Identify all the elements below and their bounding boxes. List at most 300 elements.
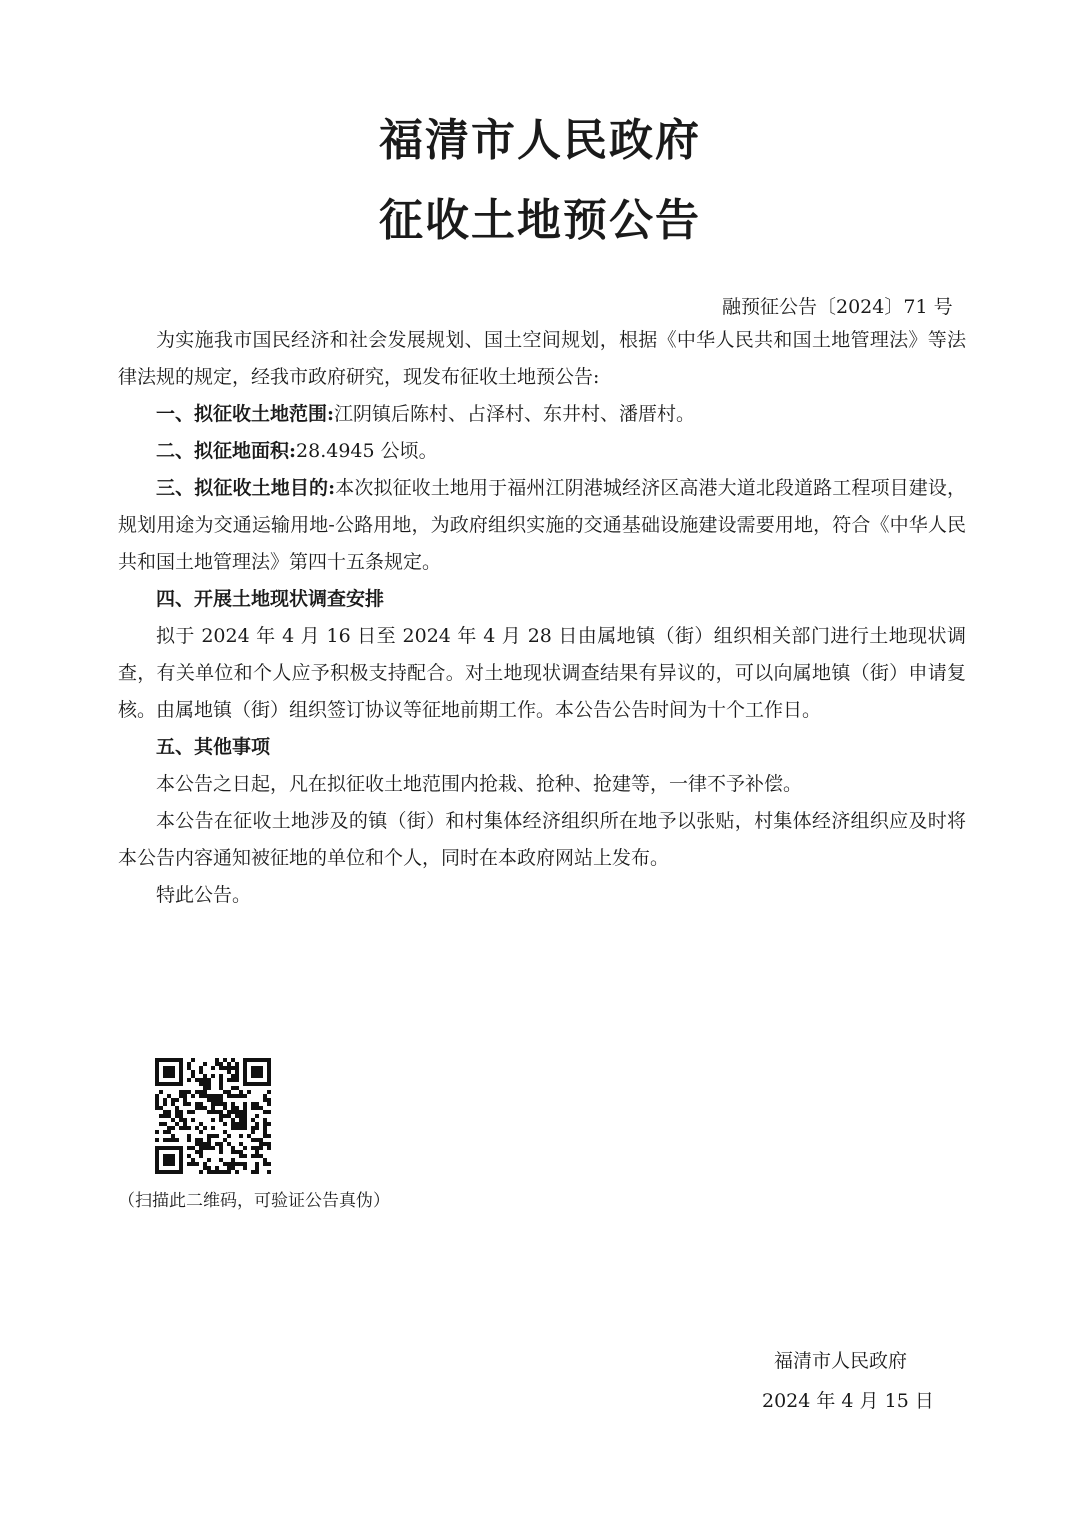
qr-module [179, 1074, 183, 1078]
qr-module [231, 1150, 235, 1154]
qr-module [207, 1098, 211, 1102]
qr-module [191, 1118, 195, 1122]
qr-module [163, 1074, 167, 1078]
qr-module [223, 1066, 227, 1070]
qr-module [243, 1110, 247, 1114]
qr-module [227, 1134, 231, 1138]
qr-module [211, 1118, 215, 1122]
qr-module [163, 1162, 167, 1166]
qr-module [263, 1158, 267, 1162]
qr-module [207, 1170, 211, 1174]
qr-module [163, 1138, 167, 1142]
qr-module [215, 1058, 219, 1062]
qr-module [255, 1082, 259, 1086]
qr-module [195, 1102, 199, 1106]
qr-module [155, 1082, 159, 1086]
qr-module [231, 1074, 235, 1078]
qr-module [199, 1090, 203, 1094]
qr-module [175, 1106, 179, 1110]
qr-module [255, 1150, 259, 1154]
qr-module [263, 1082, 267, 1086]
qr-module [203, 1142, 207, 1146]
qr-module [155, 1130, 159, 1134]
section-2-text: 28.4945 公顷。 [296, 440, 438, 462]
qr-module [175, 1114, 179, 1118]
qr-module [199, 1066, 203, 1070]
qr-module [267, 1170, 271, 1174]
qr-code-graphic [155, 1058, 271, 1174]
qr-module [267, 1122, 271, 1126]
qr-module [239, 1150, 243, 1154]
qr-module [239, 1094, 243, 1098]
qr-module [211, 1110, 215, 1114]
section-3 [118, 470, 966, 581]
qr-module [211, 1134, 215, 1138]
qr-caption: （扫描此二维码，可验证公告真伪） [118, 1191, 390, 1211]
qr-module [203, 1094, 207, 1098]
qr-module [155, 1102, 159, 1106]
qr-module [171, 1070, 175, 1074]
qr-module [251, 1130, 255, 1134]
qr-module [167, 1130, 171, 1134]
qr-module [251, 1066, 255, 1070]
qr-module [179, 1062, 183, 1066]
section-5-text-1: 本公告之日起，凡在拟征收土地范围内抢栽、抢种、抢建等，一律不予补偿。 [156, 773, 803, 795]
qr-module [179, 1126, 183, 1130]
qr-module [171, 1074, 175, 1078]
qr-module [235, 1150, 239, 1154]
qr-module [171, 1126, 175, 1130]
qr-module [211, 1170, 215, 1174]
qr-module [175, 1170, 179, 1174]
qr-module [191, 1058, 195, 1062]
section-3-heading: 三、拟征收土地目的: [156, 477, 336, 499]
qr-module [163, 1110, 167, 1114]
qr-module [203, 1106, 207, 1110]
qr-module [259, 1154, 263, 1158]
qr-module [231, 1066, 235, 1070]
qr-module [215, 1098, 219, 1102]
qr-module [243, 1066, 247, 1070]
qr-module [251, 1102, 255, 1106]
qr-module [243, 1062, 247, 1066]
qr-module [243, 1070, 247, 1074]
qr-module [251, 1138, 255, 1142]
qr-module [255, 1070, 259, 1074]
qr-module [191, 1146, 195, 1150]
notice-body [118, 322, 966, 914]
signature-date: 2024 年 4 月 15 日 [762, 1390, 934, 1412]
qr-module [223, 1058, 227, 1062]
qr-module [227, 1162, 231, 1166]
qr-module [199, 1142, 203, 1146]
qr-module [199, 1106, 203, 1110]
qr-module [155, 1070, 159, 1074]
qr-module [167, 1110, 171, 1114]
qr-module [199, 1094, 203, 1098]
qr-module [207, 1142, 211, 1146]
qr-module [159, 1122, 163, 1126]
qr-module [259, 1146, 263, 1150]
qr-module [255, 1154, 259, 1158]
qr-module [179, 1166, 183, 1170]
qr-module [267, 1074, 271, 1078]
qr-module [171, 1082, 175, 1086]
qr-module [203, 1078, 207, 1082]
qr-module [203, 1146, 207, 1150]
qr-module [223, 1130, 227, 1134]
qr-module [155, 1074, 159, 1078]
qr-module [267, 1098, 271, 1102]
qr-module [163, 1082, 167, 1086]
qr-module [219, 1170, 223, 1174]
qr-module [179, 1078, 183, 1082]
qr-module [183, 1102, 187, 1106]
qr-module [239, 1134, 243, 1138]
qr-module [211, 1102, 215, 1106]
qr-module [203, 1074, 207, 1078]
qr-module [179, 1170, 183, 1174]
qr-module [255, 1146, 259, 1150]
qr-module [231, 1106, 235, 1110]
qr-module [263, 1130, 267, 1134]
qr-module [231, 1058, 235, 1062]
intro-paragraph: 为实施我市国民经济和社会发展规划、国土空间规划，根据《中华人民共和国土地管理法》等法律法规的规定，经我市政府研究，现发布征收土地预公告: [118, 329, 966, 388]
qr-module [199, 1130, 203, 1134]
qr-module [159, 1114, 163, 1118]
qr-module [259, 1138, 263, 1142]
qr-module [239, 1154, 243, 1158]
qr-module [219, 1114, 223, 1118]
qr-module [255, 1170, 259, 1174]
qr-module [203, 1166, 207, 1170]
qr-module [211, 1098, 215, 1102]
qr-module [203, 1082, 207, 1086]
qr-module [159, 1082, 163, 1086]
qr-module [179, 1090, 183, 1094]
qr-module [247, 1058, 251, 1062]
qr-module [231, 1166, 235, 1170]
qr-module [267, 1110, 271, 1114]
qr-module [267, 1102, 271, 1106]
qr-module [179, 1150, 183, 1154]
qr-module [243, 1122, 247, 1126]
qr-module [211, 1106, 215, 1110]
qr-module [231, 1126, 235, 1130]
page-title: 福清市人民政府 [379, 115, 701, 166]
qr-module [247, 1134, 251, 1138]
qr-module [243, 1102, 247, 1106]
qr-module [171, 1134, 175, 1138]
qr-module [183, 1122, 187, 1126]
qr-module [227, 1066, 231, 1070]
qr-module [255, 1162, 259, 1166]
qr-module [171, 1170, 175, 1174]
qr-module [259, 1142, 263, 1146]
qr-module [239, 1110, 243, 1114]
qr-module [207, 1166, 211, 1170]
qr-module [235, 1170, 239, 1174]
qr-module [199, 1122, 203, 1126]
qr-module [251, 1146, 255, 1150]
qr-module [187, 1090, 191, 1094]
qr-module [239, 1142, 243, 1146]
qr-module [227, 1142, 231, 1146]
qr-module [167, 1170, 171, 1174]
qr-module [179, 1058, 183, 1062]
qr-module [231, 1118, 235, 1122]
qr-module [171, 1138, 175, 1142]
qr-module [155, 1106, 159, 1110]
qr-module [231, 1146, 235, 1150]
qr-module [255, 1058, 259, 1062]
qr-module [223, 1106, 227, 1110]
qr-module [251, 1170, 255, 1174]
qr-module [163, 1098, 167, 1102]
qr-module [259, 1106, 263, 1110]
qr-module [179, 1094, 183, 1098]
qr-module [267, 1142, 271, 1146]
qr-module [235, 1078, 239, 1082]
qr-module [199, 1070, 203, 1074]
section-4-text: 拟于 2024 年 4 月 16 日至 2024 年 4 月 28 日由属地镇（街）组织相关部门进行土地现状调查，有关单位和个人应予积极支持配合。对土地现状调查结果有异议的，可以向属地镇（街）申请复核。由属地镇（街）组织签订协议等征地前期工作。本公告公告时间为十个工作日。 [118, 625, 966, 721]
section-5-text-2: 本公告在征收土地涉及的镇（街）和村集体经济组织所在地予以张贴，村集体经济组织应及时将本公告内容通知被征地的单位和个人，同时在本政府网站上发布。 [118, 810, 966, 869]
qr-module [251, 1118, 255, 1122]
qr-module [175, 1082, 179, 1086]
qr-module [195, 1106, 199, 1110]
qr-module [255, 1106, 259, 1110]
qr-module [211, 1126, 215, 1130]
qr-module [199, 1102, 203, 1106]
qr-module [231, 1122, 235, 1126]
qr-module [219, 1150, 223, 1154]
qr-module [259, 1074, 263, 1078]
qr-module [243, 1106, 247, 1110]
qr-module [183, 1094, 187, 1098]
qr-module [231, 1158, 235, 1162]
qr-module [187, 1146, 191, 1150]
qr-module [227, 1070, 231, 1074]
qr-module [167, 1094, 171, 1098]
qr-module [163, 1170, 167, 1174]
qr-module [167, 1146, 171, 1150]
qr-module [211, 1066, 215, 1070]
qr-module [263, 1098, 267, 1102]
qr-module [183, 1090, 187, 1094]
qr-module [199, 1078, 203, 1082]
qr-module [231, 1162, 235, 1166]
qr-module [255, 1074, 259, 1078]
qr-module [171, 1162, 175, 1166]
section-5-heading: 五、其他事项 [156, 736, 271, 758]
qr-module [167, 1162, 171, 1166]
qr-module [215, 1062, 219, 1066]
qr-module [235, 1066, 239, 1070]
qr-module [267, 1146, 271, 1150]
qr-code-icon[interactable] [155, 1058, 271, 1174]
qr-module [159, 1170, 163, 1174]
qr-module [243, 1114, 247, 1118]
qr-module [167, 1138, 171, 1142]
qr-module [159, 1058, 163, 1062]
qr-module [171, 1118, 175, 1122]
qr-module [175, 1122, 179, 1126]
qr-module [163, 1058, 167, 1062]
qr-module [239, 1122, 243, 1126]
section-2-heading: 二、拟征地面积: [156, 440, 297, 462]
qr-module [163, 1066, 167, 1070]
qr-module [155, 1158, 159, 1162]
qr-module [207, 1138, 211, 1142]
qr-module [155, 1154, 159, 1158]
qr-module [163, 1070, 167, 1074]
qr-module [191, 1158, 195, 1162]
qr-module [219, 1098, 223, 1102]
qr-module [219, 1102, 223, 1106]
qr-module [251, 1074, 255, 1078]
section-1-heading: 一、拟征收土地范围: [156, 403, 335, 425]
qr-module [223, 1138, 227, 1142]
qr-module [187, 1162, 191, 1166]
qr-module [179, 1158, 183, 1162]
qr-module [211, 1146, 215, 1150]
qr-module [215, 1142, 219, 1146]
qr-module [235, 1074, 239, 1078]
qr-module [171, 1158, 175, 1162]
qr-module [159, 1090, 163, 1094]
qr-module [267, 1058, 271, 1062]
qr-module [255, 1166, 259, 1170]
qr-module [259, 1058, 263, 1062]
qr-module [171, 1066, 175, 1070]
qr-module [223, 1114, 227, 1118]
section-2 [118, 433, 966, 470]
qr-module [175, 1138, 179, 1142]
qr-module [179, 1110, 183, 1114]
qr-module [195, 1150, 199, 1154]
qr-module [175, 1146, 179, 1150]
qr-module [219, 1062, 223, 1066]
qr-module [267, 1082, 271, 1086]
qr-module [227, 1110, 231, 1114]
qr-module [167, 1082, 171, 1086]
qr-module [247, 1082, 251, 1086]
qr-module [267, 1066, 271, 1070]
qr-module [219, 1074, 223, 1078]
qr-module [227, 1094, 231, 1098]
qr-module [267, 1162, 271, 1166]
qr-module [187, 1154, 191, 1158]
qr-module [267, 1070, 271, 1074]
qr-module [251, 1106, 255, 1110]
qr-module [263, 1094, 267, 1098]
qr-module [243, 1074, 247, 1078]
qr-module [227, 1090, 231, 1094]
qr-module [207, 1146, 211, 1150]
qr-module [235, 1086, 239, 1090]
qr-module [243, 1166, 247, 1170]
qr-module [219, 1082, 223, 1086]
qr-module [239, 1126, 243, 1130]
qr-module [239, 1118, 243, 1122]
qr-module [195, 1142, 199, 1146]
qr-module [211, 1094, 215, 1098]
qr-module [199, 1170, 203, 1174]
qr-module [171, 1098, 175, 1102]
qr-module [215, 1102, 219, 1106]
qr-module [263, 1058, 267, 1062]
section-4-heading: 四、开展土地现状调查安排 [156, 588, 385, 610]
section-1 [118, 396, 966, 433]
qr-module [255, 1126, 259, 1130]
qr-module [223, 1170, 227, 1174]
qr-module [179, 1118, 183, 1122]
qr-module [187, 1102, 191, 1106]
qr-module [243, 1154, 247, 1158]
qr-module [243, 1058, 247, 1062]
qr-module [155, 1170, 159, 1174]
qr-module [183, 1126, 187, 1130]
qr-module [167, 1114, 171, 1118]
qr-module [251, 1058, 255, 1062]
qr-module [243, 1078, 247, 1082]
qr-module [227, 1114, 231, 1118]
qr-module [263, 1126, 267, 1130]
qr-module [187, 1066, 191, 1070]
qr-module [243, 1162, 247, 1166]
qr-module [191, 1094, 195, 1098]
qr-module [215, 1170, 219, 1174]
qr-module [187, 1062, 191, 1066]
qr-module [167, 1074, 171, 1078]
qr-module [251, 1082, 255, 1086]
qr-module [235, 1162, 239, 1166]
qr-module [239, 1114, 243, 1118]
qr-module [163, 1102, 167, 1106]
qr-module [219, 1078, 223, 1082]
qr-module [223, 1162, 227, 1166]
qr-module [207, 1134, 211, 1138]
qr-module [171, 1102, 175, 1106]
qr-module [171, 1058, 175, 1062]
qr-module [243, 1118, 247, 1122]
qr-module [195, 1162, 199, 1166]
section-3-text: 本次拟征收土地用于福州江阴港城经济区高港大道北段道路工程项目建设，规划用途为交通运输用地-公路用地，为政府组织实施的交通基础设施建设需要用地，符合《中华人民共和国土地管理法》第四十五条规定。 [118, 477, 966, 573]
qr-module [243, 1146, 247, 1150]
qr-module [163, 1122, 167, 1126]
closing-text: 特此公告。 [156, 884, 252, 906]
qr-module [207, 1110, 211, 1114]
qr-module [199, 1150, 203, 1154]
qr-module [183, 1118, 187, 1122]
qr-module [179, 1066, 183, 1070]
qr-module [243, 1126, 247, 1130]
qr-module [243, 1082, 247, 1086]
qr-module [195, 1090, 199, 1094]
qr-module [243, 1094, 247, 1098]
qr-module [255, 1102, 259, 1106]
qr-module [259, 1070, 263, 1074]
qr-module [163, 1146, 167, 1150]
qr-module [163, 1114, 167, 1118]
qr-module [171, 1146, 175, 1150]
qr-module [199, 1146, 203, 1150]
qr-module [267, 1134, 271, 1138]
qr-module [235, 1114, 239, 1118]
qr-module [183, 1098, 187, 1102]
qr-module [195, 1126, 199, 1130]
qr-module [235, 1070, 239, 1074]
